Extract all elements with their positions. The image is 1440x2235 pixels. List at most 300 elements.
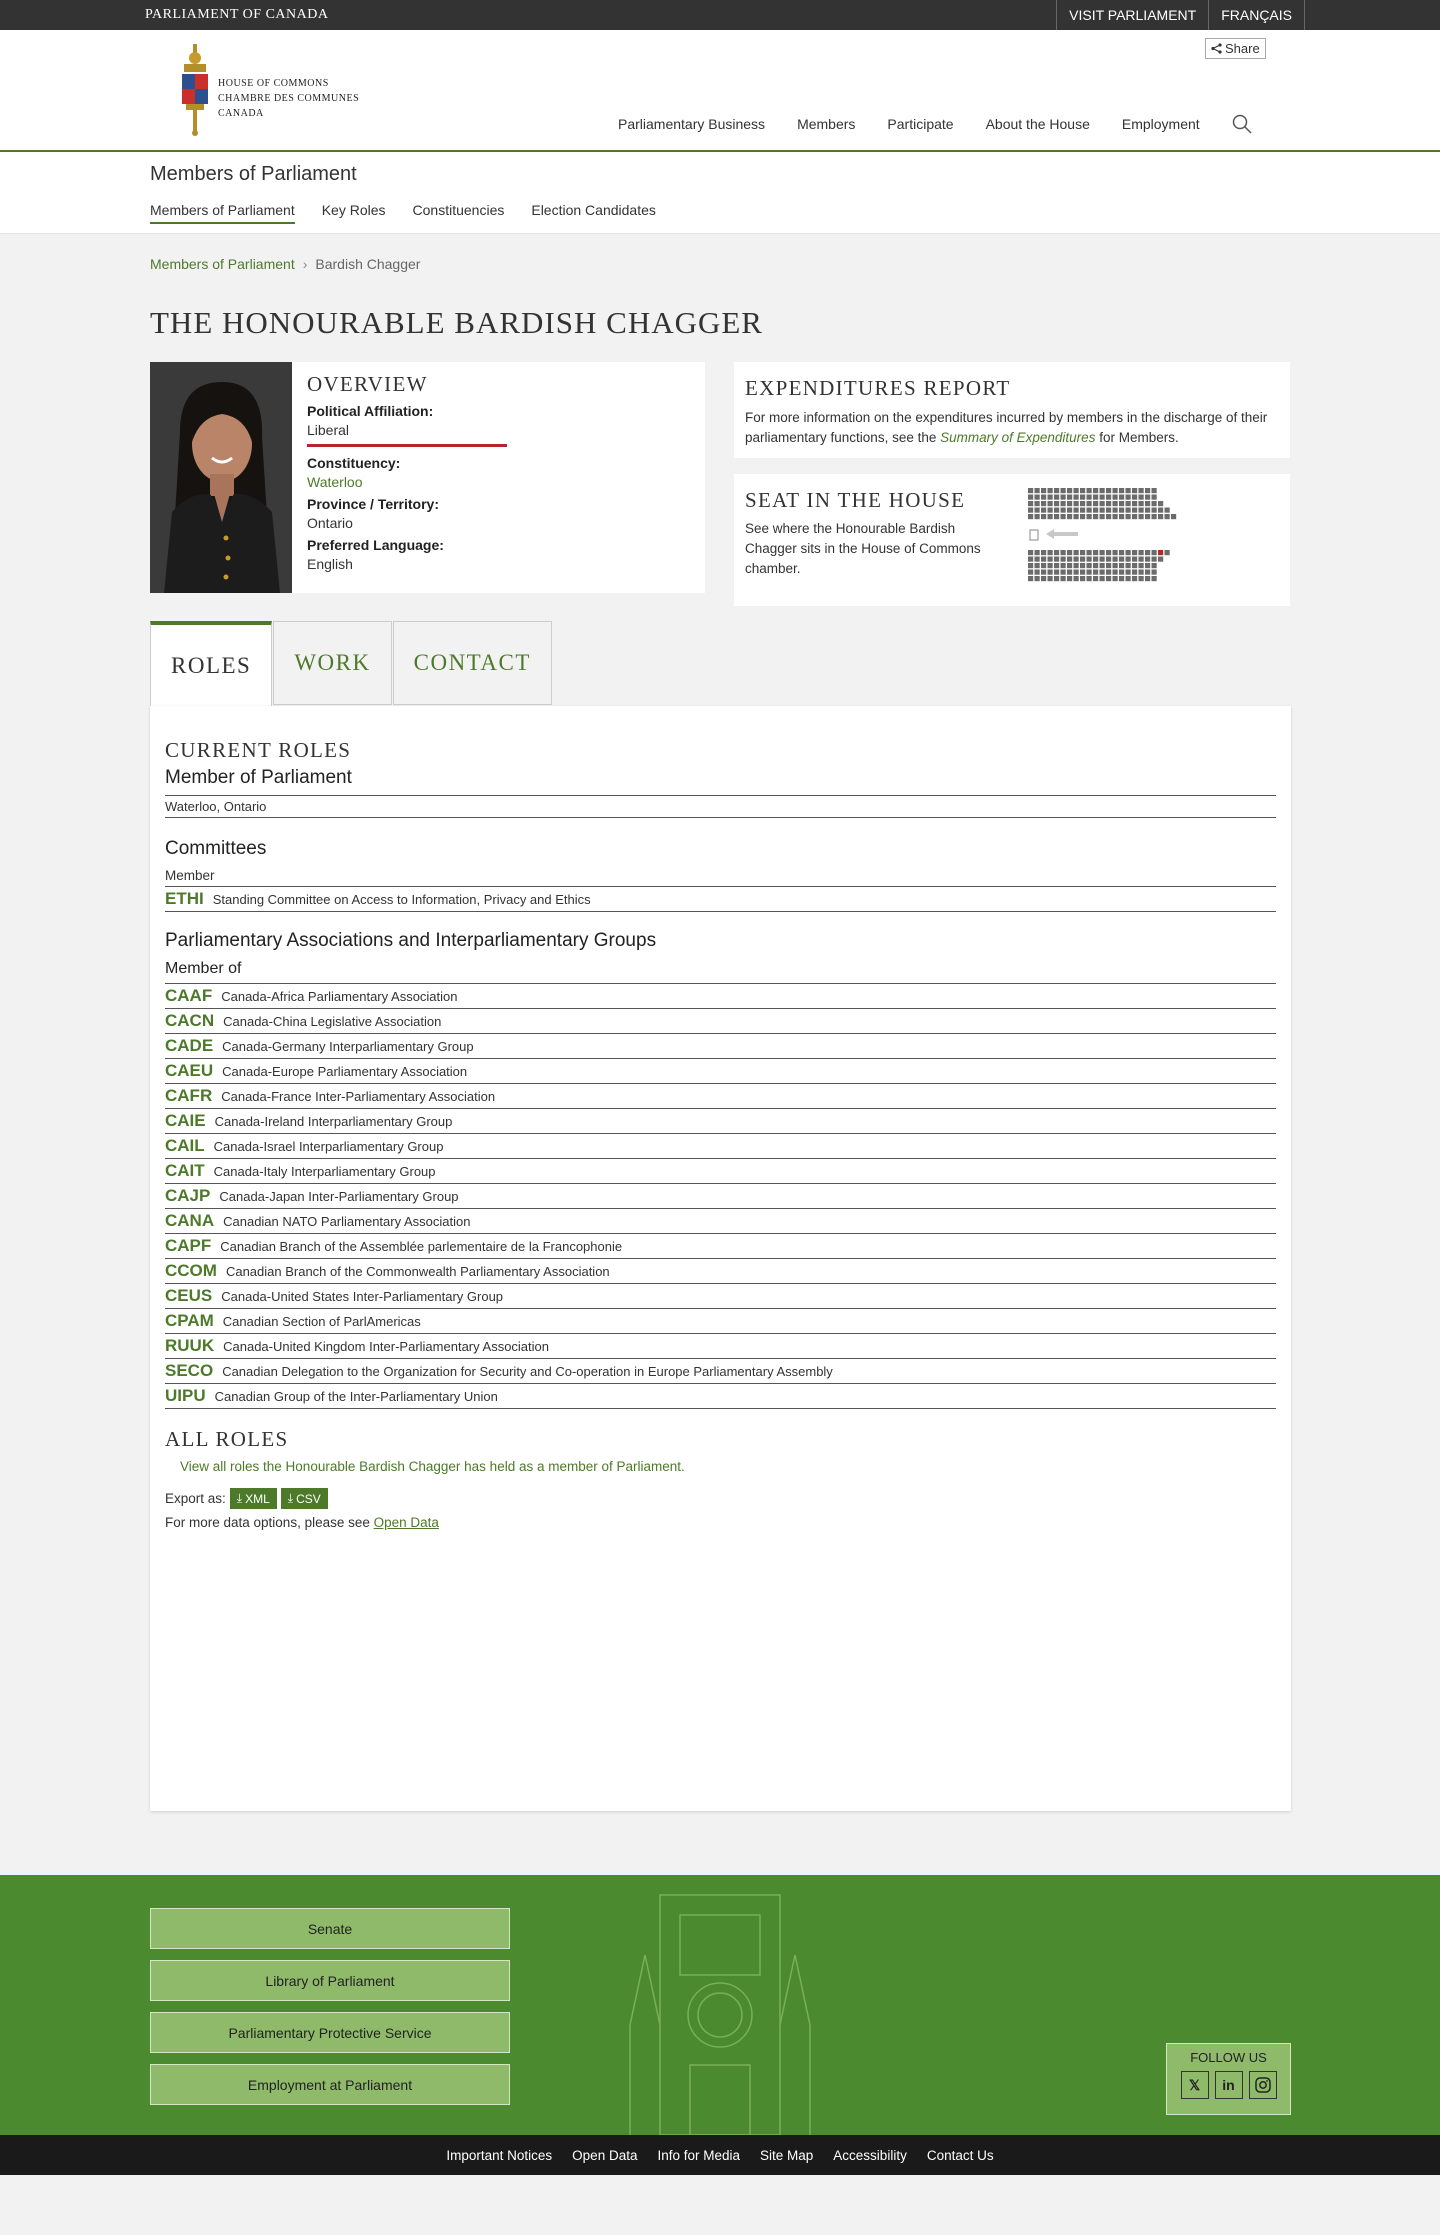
- footer-open-data[interactable]: Open Data: [572, 2147, 638, 2163]
- association-row[interactable]: [165, 1184, 1276, 1209]
- seat: [1119, 495, 1124, 500]
- seat: [1061, 557, 1066, 562]
- seat: [1126, 514, 1131, 519]
- overview-card: [150, 362, 705, 593]
- seat: [1106, 514, 1111, 519]
- seat: [1035, 495, 1040, 500]
- tab-contact[interactable]: CONTACT: [393, 621, 552, 705]
- seat: [1126, 488, 1131, 493]
- view-all-roles-link[interactable]: View all roles the Honourable Bardish Chagger has held as a member of Parliament.: [180, 1459, 685, 1474]
- association-row-code[interactable]: CAIT: [165, 1161, 205, 1180]
- roles-panel: [150, 706, 1291, 1811]
- seat: [1080, 488, 1085, 493]
- association-row[interactable]: [165, 1209, 1276, 1234]
- seat: [1152, 514, 1157, 519]
- association-row[interactable]: [165, 1284, 1276, 1309]
- seat: [1119, 570, 1124, 575]
- seat: [1067, 576, 1072, 581]
- seat: [1041, 563, 1046, 568]
- footer-employment-link[interactable]: Employment at Parliament: [150, 2064, 510, 2105]
- seat: [1139, 563, 1144, 568]
- seat: [1054, 495, 1059, 500]
- seat: [1113, 488, 1118, 493]
- seat: [1087, 557, 1092, 562]
- seat: [1041, 570, 1046, 575]
- language-label: Preferred Language:: [307, 537, 444, 553]
- seat: [1087, 550, 1092, 555]
- footer-senate-link[interactable]: Senate: [150, 1908, 510, 1949]
- export-csv-label: CSV: [296, 1491, 321, 1506]
- seat: [1152, 576, 1157, 581]
- export-csv-button[interactable]: [281, 1488, 328, 1509]
- association-row[interactable]: [165, 1009, 1276, 1034]
- seat: [1139, 570, 1144, 575]
- seat: [1041, 557, 1046, 562]
- seat: [1119, 550, 1124, 555]
- seat: [1041, 508, 1046, 513]
- footer-important-notices[interactable]: Important Notices: [446, 2147, 553, 2163]
- seat-title: SEAT IN THE HOUSE: [745, 488, 966, 512]
- seat: [1048, 501, 1053, 506]
- seat: [1139, 514, 1144, 519]
- seat: [1106, 508, 1111, 513]
- seat: [1093, 508, 1098, 513]
- seat: [1074, 550, 1079, 555]
- arrow-left-icon: [1046, 529, 1078, 539]
- seat: [1028, 508, 1033, 513]
- association-row-name: Canadian Delegation to the Organization for Security and Co-operation in Europe Parliamentary Assembly: [222, 1363, 833, 1379]
- association-row-code[interactable]: CAIL: [165, 1136, 205, 1155]
- seat: [1158, 501, 1163, 506]
- seat: [1067, 514, 1072, 519]
- seat: [1093, 495, 1098, 500]
- subnav-key-roles[interactable]: Key Roles: [321, 202, 386, 218]
- seat: [1119, 576, 1124, 581]
- tab-work[interactable]: WORK: [273, 621, 391, 705]
- overview-details: [307, 372, 507, 572]
- association-row[interactable]: [165, 1384, 1276, 1409]
- search-icon[interactable]: [1232, 114, 1252, 134]
- expenditures-text-before: For more information on the expenditures incurred by members in the discharge of their parliamentary functions, see the: [745, 410, 1268, 445]
- association-row-name: Canada-Japan Inter-Parliamentary Group: [219, 1188, 459, 1204]
- seat: [1152, 508, 1157, 513]
- association-row[interactable]: [165, 1234, 1276, 1259]
- subnav-members-of-parliament[interactable]: Members of Parliament: [150, 202, 295, 224]
- seat: [1093, 570, 1098, 575]
- seat: [1132, 550, 1137, 555]
- seat: [1113, 495, 1118, 500]
- seat: [1152, 550, 1157, 555]
- seat: [1028, 488, 1033, 493]
- seat: [1035, 550, 1040, 555]
- seat: [1119, 508, 1124, 513]
- seat: [1035, 488, 1040, 493]
- seat: [1067, 550, 1072, 555]
- language-value: English: [307, 556, 353, 572]
- nav-members[interactable]: Members: [797, 116, 856, 132]
- seat: [1145, 576, 1150, 581]
- seat: [1145, 495, 1150, 500]
- seat: [1145, 550, 1150, 555]
- all-roles-title: ALL ROLES: [165, 1427, 289, 1451]
- seat: [1067, 508, 1072, 513]
- seat: [1048, 488, 1053, 493]
- seat: [1087, 495, 1092, 500]
- seat: [1113, 514, 1118, 519]
- seat: [1041, 576, 1046, 581]
- page-title: THE HONOURABLE BARDISH CHAGGER: [150, 305, 763, 340]
- seat: [1048, 576, 1053, 581]
- seat: [1145, 557, 1150, 562]
- seat: [1061, 495, 1066, 500]
- seat: [1041, 488, 1046, 493]
- seat: [1126, 576, 1131, 581]
- summary-of-expenditures-link[interactable]: Summary of Expenditures: [940, 430, 1096, 445]
- seat: [1074, 576, 1079, 581]
- association-row-name: Canadian NATO Parliamentary Association: [223, 1213, 471, 1229]
- footer-info-for-media[interactable]: Info for Media: [657, 2147, 741, 2163]
- section-title: Members of Parliament: [150, 163, 357, 185]
- export-label: Export as:: [165, 1491, 226, 1506]
- seat: [1145, 501, 1150, 506]
- seat: [1093, 501, 1098, 506]
- seat: [1132, 576, 1137, 581]
- seat: [1041, 501, 1046, 506]
- association-row-code[interactable]: CCOM: [165, 1261, 217, 1280]
- seat: [1126, 495, 1131, 500]
- association-row-name: Canada-Africa Parliamentary Association: [221, 988, 458, 1004]
- footer-bottom-bar: [0, 2135, 1440, 2175]
- footer-protective-service-link[interactable]: Parliamentary Protective Service: [150, 2012, 510, 2053]
- seat: [1113, 508, 1118, 513]
- seat: [1067, 557, 1072, 562]
- committees-sub: Member: [165, 868, 1276, 887]
- association-row-code[interactable]: CACN: [165, 1011, 215, 1030]
- seat: [1145, 488, 1150, 493]
- seat: [1093, 488, 1098, 493]
- seat: [1028, 514, 1033, 519]
- association-row[interactable]: [165, 1259, 1276, 1284]
- seat: [1054, 576, 1059, 581]
- seat: [1067, 563, 1072, 568]
- association-row[interactable]: [165, 1084, 1276, 1109]
- seat: [1080, 514, 1085, 519]
- seat: [1100, 501, 1105, 506]
- seat: [1093, 514, 1098, 519]
- association-row-name: Canada-Ireland Interparliamentary Group: [214, 1113, 453, 1129]
- committee-list: [165, 887, 1276, 912]
- seat: [1139, 550, 1144, 555]
- logo-line-3: CANADA: [218, 108, 264, 119]
- seat: [1126, 557, 1131, 562]
- seat: [1048, 557, 1053, 562]
- seat: [1074, 508, 1079, 513]
- association-row-name: Canadian Branch of the Assemblée parlementaire de la Francophonie: [220, 1238, 623, 1254]
- seat: [1028, 557, 1033, 562]
- footer-library-link[interactable]: Library of Parliament: [150, 1960, 510, 2001]
- logo-line-2: CHAMBRE DES COMMUNES: [218, 93, 360, 104]
- seat: [1152, 501, 1157, 506]
- seat: [1028, 570, 1033, 575]
- committees-heading: Committees: [165, 838, 267, 859]
- seat: [1028, 563, 1033, 568]
- seat: [1087, 508, 1092, 513]
- nav-about-the-house[interactable]: About the House: [985, 116, 1090, 132]
- association-row-name: Canada-United Kingdom Inter-Parliamentary Association: [223, 1338, 549, 1354]
- association-row[interactable]: [165, 1109, 1276, 1134]
- seat: [1119, 563, 1124, 568]
- seat-text: See where the Honourable Bardish Chagger sits in the House of Commons chamber.: [745, 521, 981, 576]
- associations-heading: Parliamentary Associations and Interparliamentary Groups: [165, 930, 657, 951]
- share-icon: [1211, 43, 1222, 54]
- seat: [1165, 514, 1170, 519]
- seat: [1087, 563, 1092, 568]
- seat: [1035, 514, 1040, 519]
- footer-contact-us[interactable]: Contact Us: [926, 2147, 994, 2163]
- seat: [1048, 508, 1053, 513]
- seat: [1100, 550, 1105, 555]
- association-row-code[interactable]: CAJP: [165, 1186, 211, 1205]
- seat: [1087, 576, 1092, 581]
- follow-us-box: [1166, 2043, 1291, 2115]
- speaker-chair: [1030, 530, 1038, 540]
- footer: [0, 1875, 1440, 2135]
- x-icon[interactable]: 𝕏: [1181, 2071, 1209, 2099]
- expenditures-card: [734, 362, 1290, 458]
- association-row-name: Canada-France Inter-Parliamentary Association: [221, 1088, 496, 1104]
- parliament-brand[interactable]: PARLIAMENT OF CANADA: [145, 7, 329, 22]
- seat: [1158, 557, 1163, 562]
- download-icon: ⤓: [287, 1491, 294, 1505]
- seat: [1061, 501, 1066, 506]
- expenditures-text: [745, 408, 1279, 448]
- seat: [1093, 576, 1098, 581]
- seat: [1139, 576, 1144, 581]
- association-row-code[interactable]: CEUS: [165, 1286, 213, 1305]
- seat: [1145, 514, 1150, 519]
- association-row-code[interactable]: RUUK: [165, 1336, 215, 1355]
- nav-employment[interactable]: Employment: [1121, 116, 1200, 132]
- association-row[interactable]: [165, 1309, 1276, 1334]
- download-icon: ⤓: [236, 1491, 243, 1505]
- seat: [1113, 576, 1118, 581]
- seat: [1041, 514, 1046, 519]
- seat: [1093, 557, 1098, 562]
- house-of-commons-logo[interactable]: [178, 44, 359, 136]
- seat: [1113, 563, 1118, 568]
- breadcrumb-current: Bardish Chagger: [315, 256, 421, 272]
- profile-tabs: [150, 621, 553, 707]
- association-row-name: Canadian Branch of the Commonwealth Parliamentary Association: [225, 1263, 610, 1279]
- open-data-link[interactable]: Open Data: [373, 1515, 439, 1530]
- peace-tower-icon: [590, 1875, 850, 2135]
- association-row[interactable]: [165, 1359, 1276, 1384]
- expenditures-text-after: for Members.: [1099, 430, 1179, 445]
- association-row[interactable]: [165, 1059, 1276, 1084]
- seat: [1171, 514, 1176, 519]
- seat: [1080, 557, 1085, 562]
- visit-parliament-link[interactable]: VISIT PARLIAMENT: [1056, 0, 1208, 30]
- seat: [1048, 570, 1053, 575]
- seat: [1035, 557, 1040, 562]
- seat: [1139, 501, 1144, 506]
- mace-crest-icon: [178, 44, 212, 136]
- seat: [1106, 563, 1111, 568]
- association-row-code[interactable]: CAAF: [165, 986, 213, 1005]
- seat: [1100, 570, 1105, 575]
- export-xml-button[interactable]: [230, 1488, 277, 1509]
- association-row-code[interactable]: CAPF: [165, 1236, 212, 1255]
- breadcrumb: [0, 256, 1440, 272]
- seat: [1113, 557, 1118, 562]
- seat: [1100, 576, 1105, 581]
- association-row-name: Canada-Germany Interparliamentary Group: [222, 1038, 474, 1054]
- seat: [1074, 514, 1079, 519]
- seat: [1054, 557, 1059, 562]
- seat: [1035, 563, 1040, 568]
- seat: [1074, 501, 1079, 506]
- seat: [1145, 570, 1150, 575]
- seat: [1080, 576, 1085, 581]
- seat: [1093, 550, 1098, 555]
- committee-row-code[interactable]: ETHI: [165, 889, 204, 908]
- committee-row-name: Standing Committee on Access to Information, Privacy and Ethics: [212, 891, 591, 907]
- seat: [1061, 508, 1066, 513]
- subnav-election-candidates[interactable]: Election Candidates: [531, 202, 656, 218]
- association-row-code[interactable]: CANA: [165, 1211, 215, 1230]
- seat: [1087, 514, 1092, 519]
- tab-roles[interactable]: ROLES: [150, 621, 272, 707]
- seat: [1106, 501, 1111, 506]
- seat: [1061, 514, 1066, 519]
- seat: [1035, 508, 1040, 513]
- seat: [1048, 563, 1053, 568]
- share-button[interactable]: [1205, 38, 1266, 59]
- seat: [1165, 508, 1170, 513]
- seat: [1132, 501, 1137, 506]
- footer-site-map[interactable]: Site Map: [760, 2147, 814, 2163]
- seat: [1067, 570, 1072, 575]
- constituency-link[interactable]: Waterloo: [307, 474, 363, 490]
- seat: [1113, 501, 1118, 506]
- association-row-code[interactable]: SECO: [165, 1361, 214, 1380]
- seat: [1067, 488, 1072, 493]
- seat: [1152, 557, 1157, 562]
- association-row-name: Canada-China Legislative Association: [223, 1013, 442, 1029]
- association-row-code[interactable]: CPAM: [165, 1311, 214, 1330]
- association-row[interactable]: [165, 1334, 1276, 1359]
- seat: [1145, 508, 1150, 513]
- province-label: Province / Territory:: [307, 496, 440, 512]
- seat: [1126, 550, 1131, 555]
- linkedin-icon[interactable]: in: [1215, 2071, 1243, 2099]
- associations-sub: Member of: [165, 960, 1276, 984]
- association-row-code[interactable]: CAFR: [165, 1086, 213, 1105]
- mp-riding-text: Waterloo, Ontario: [165, 799, 267, 814]
- seat: [1119, 557, 1124, 562]
- seat: [1152, 563, 1157, 568]
- chevron-right-icon: ›: [302, 256, 308, 272]
- instagram-icon[interactable]: [1249, 2071, 1277, 2099]
- association-row[interactable]: [165, 1134, 1276, 1159]
- seat: [1028, 501, 1033, 506]
- follow-us-label: FOLLOW US: [1190, 2050, 1267, 2065]
- top-bar: [0, 0, 1440, 30]
- seat: [1152, 570, 1157, 575]
- party-color-bar: [307, 444, 507, 447]
- seat: [1106, 557, 1111, 562]
- association-row[interactable]: [165, 984, 1276, 1009]
- share-label: Share: [1225, 41, 1260, 56]
- association-row-code[interactable]: CAIE: [165, 1111, 206, 1130]
- seat: [1132, 570, 1137, 575]
- association-row-code[interactable]: UIPU: [165, 1386, 206, 1405]
- association-row[interactable]: [165, 1159, 1276, 1184]
- seat: [1074, 563, 1079, 568]
- seating-chart[interactable]: [1028, 488, 1268, 594]
- seat: [1067, 495, 1072, 500]
- seat: [1139, 557, 1144, 562]
- seat: [1035, 570, 1040, 575]
- association-row-code[interactable]: CAEU: [165, 1061, 214, 1080]
- mp-riding: [165, 796, 1276, 818]
- seat: [1145, 563, 1150, 568]
- site-header: [0, 30, 1440, 152]
- language-toggle-link[interactable]: FRANÇAIS: [1208, 0, 1305, 30]
- seat: [1106, 488, 1111, 493]
- nav-parliamentary-business[interactable]: Parliamentary Business: [618, 116, 766, 132]
- seat: [1074, 488, 1079, 493]
- seat: [1132, 563, 1137, 568]
- seat: [1035, 576, 1040, 581]
- section-nav: [150, 202, 1440, 224]
- seat: [1067, 501, 1072, 506]
- association-row-name: Canadian Group of the Inter-Parliamentary Union: [214, 1388, 498, 1404]
- seat: [1074, 570, 1079, 575]
- nav-participate[interactable]: Participate: [887, 116, 954, 132]
- seat: [1106, 576, 1111, 581]
- breadcrumb-parent[interactable]: Members of Parliament: [150, 256, 295, 272]
- seat: [1028, 495, 1033, 500]
- affiliation-label: Political Affiliation:: [307, 403, 434, 419]
- seat: [1100, 557, 1105, 562]
- association-row-code[interactable]: CADE: [165, 1036, 214, 1055]
- seat: [1100, 495, 1105, 500]
- seat: [1074, 495, 1079, 500]
- association-row[interactable]: [165, 1034, 1276, 1059]
- subnav-constituencies[interactable]: Constituencies: [412, 202, 505, 218]
- committee-row[interactable]: [165, 887, 1276, 912]
- footer-accessibility[interactable]: Accessibility: [833, 2147, 907, 2163]
- seat: [1028, 550, 1033, 555]
- seat: [1061, 488, 1066, 493]
- seat: [1080, 550, 1085, 555]
- seat: [1152, 488, 1157, 493]
- section-header: [0, 152, 1440, 234]
- seat: [1054, 563, 1059, 568]
- seat: [1100, 563, 1105, 568]
- seat: [1087, 488, 1092, 493]
- seat: [1054, 488, 1059, 493]
- constituency-label: Constituency:: [307, 455, 401, 471]
- seat: [1126, 501, 1131, 506]
- seat: [1100, 488, 1105, 493]
- association-row-name: Canada-United States Inter-Parliamentary Group: [221, 1288, 504, 1304]
- seat: [1165, 550, 1170, 555]
- seat: [1048, 495, 1053, 500]
- seat: [1139, 508, 1144, 513]
- seat: [1080, 501, 1085, 506]
